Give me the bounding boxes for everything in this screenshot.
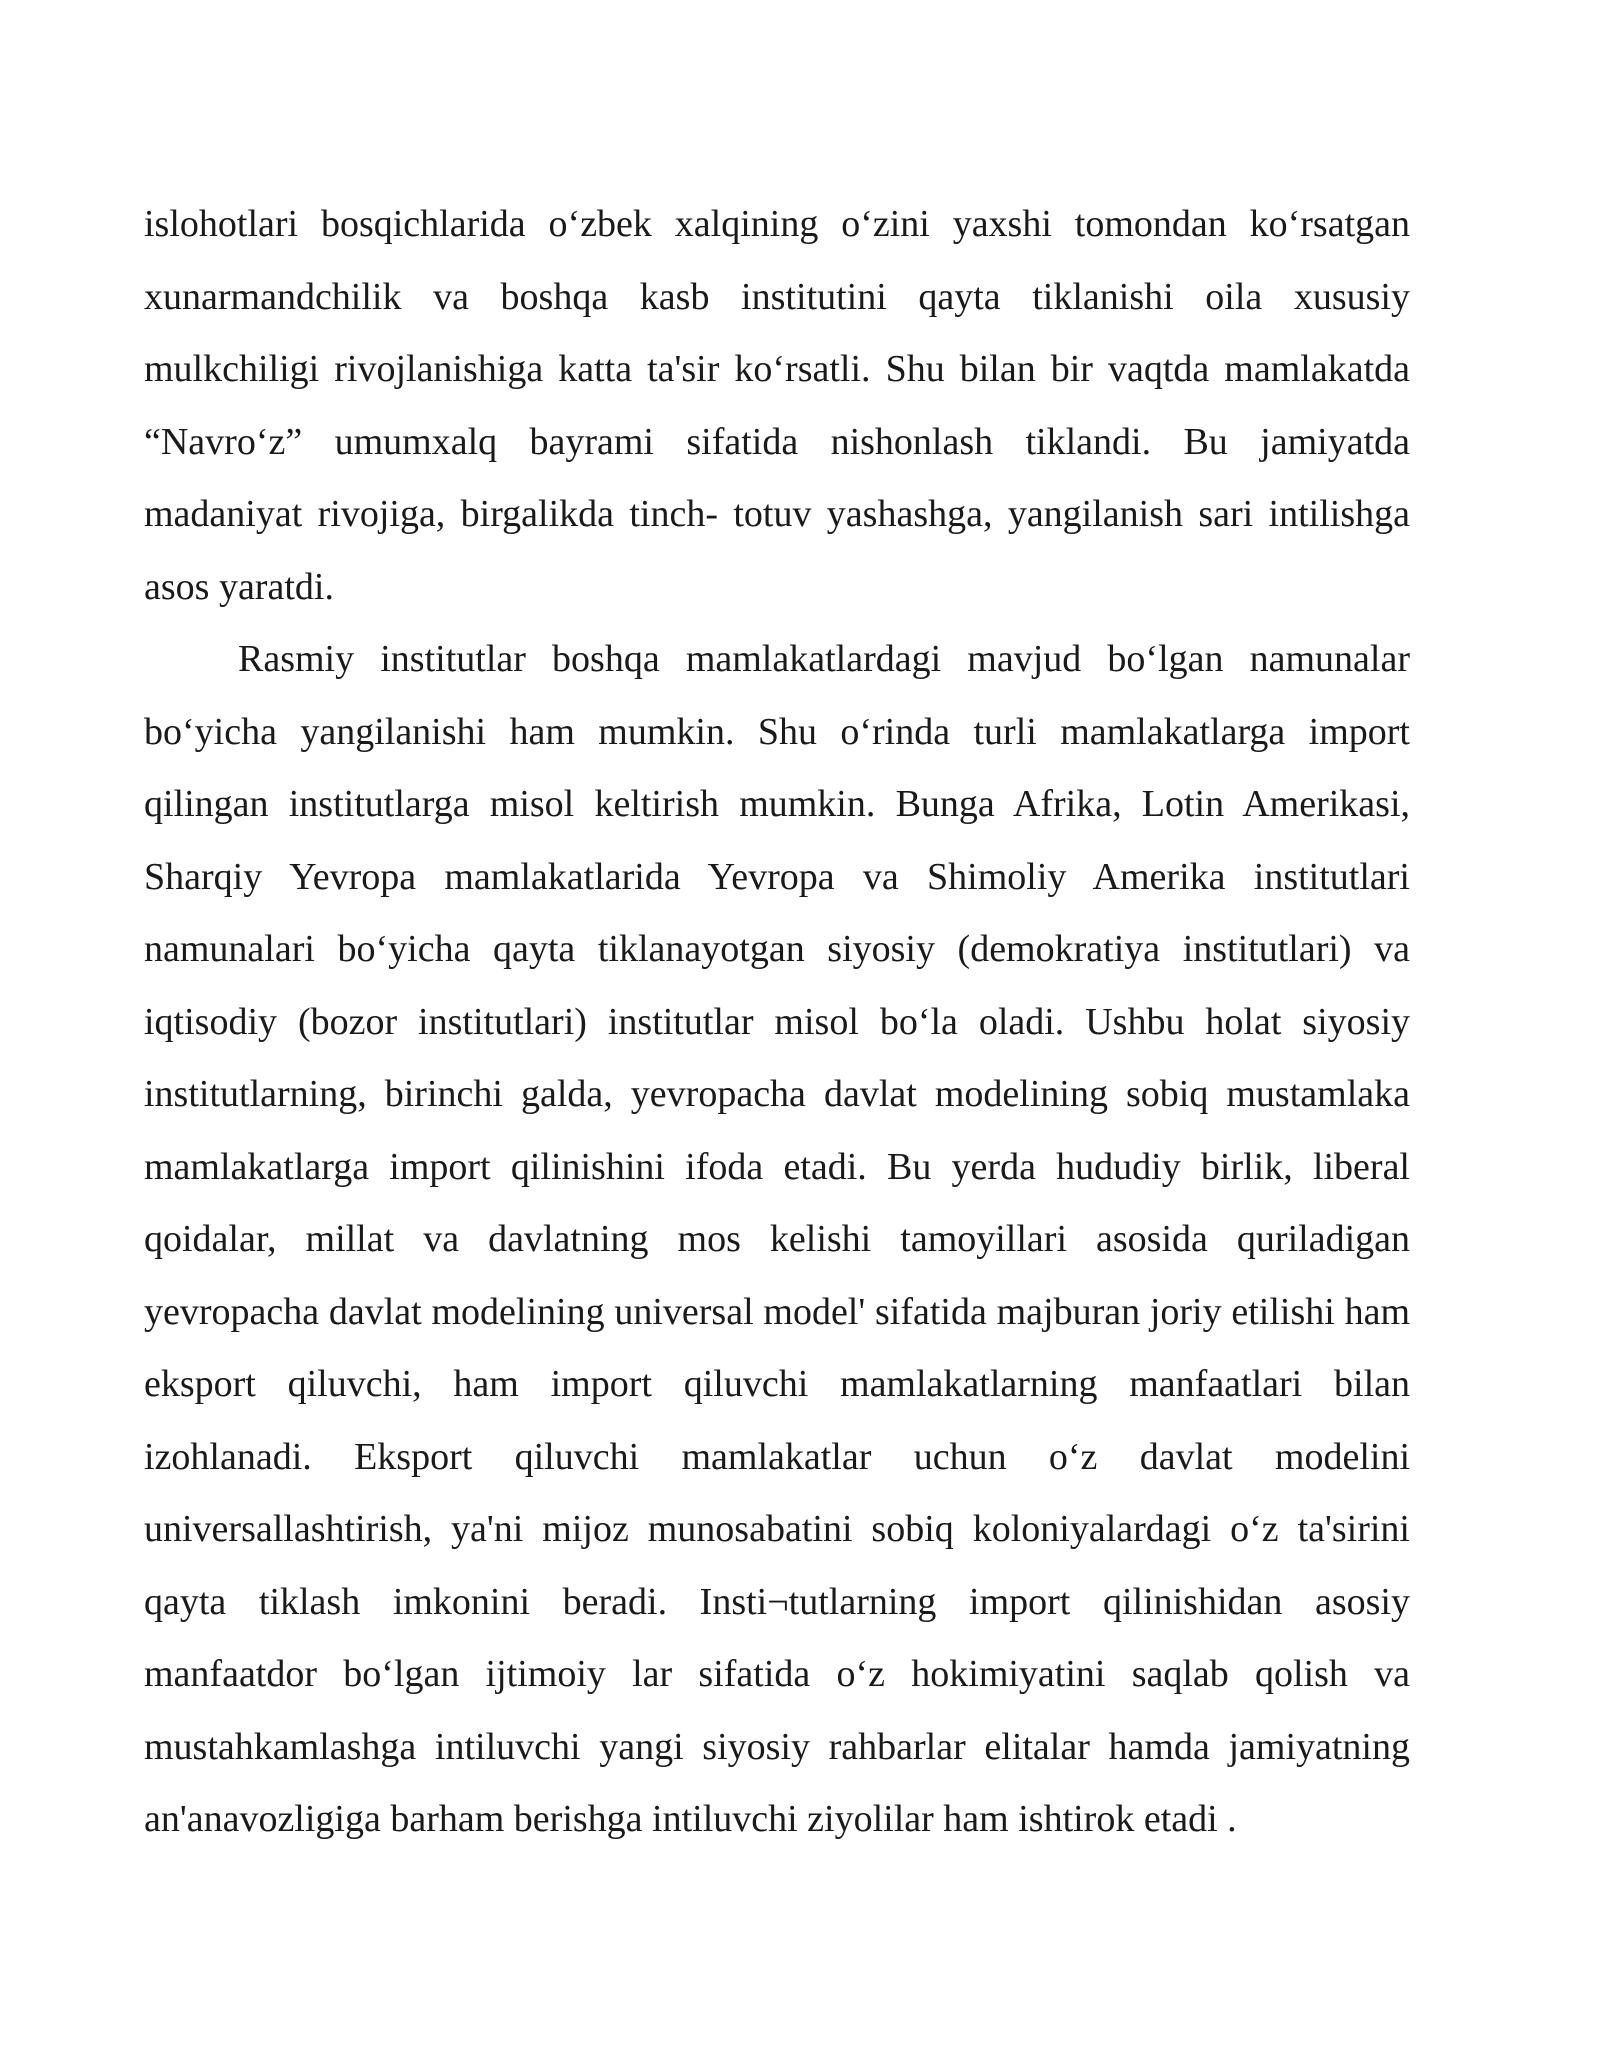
paragraph-continuation: islohotlari bosqichlarida o‘zbek xalqining o‘zini yaxshi tomondan ko‘rsatgan xunarmandchilik va boshqa kasb institutini qayta tiklanishi oila xususiy mulkchiligi rivojlanishiga katta ta'sir ko‘rsatli. Shu bilan bir vaqtda mamlakatda “Navro‘z” umumxalq bayrami sifatida nishonlash tiklandi. Bu jamiyatda madaniyat rivojiga, birgalikda tinch- totuv yashashga, yangilanish sari intilishga asos yaratdi.	[144, 203, 1410, 608]
body-text	[144, 188, 1410, 1856]
paragraph-institutions: Rasmiy institutlar boshqa mamlakatlardagi mavjud bo‘lgan namunalar bo‘yicha yangilanishi ham mumkin. Shu o‘rinda turli mamlakatlarga import qilingan institutlarga misol keltirish mumkin. Bunga Afrika, Lotin Amerikasi, Sharqiy Yevropa mamlakatlarida Yevropa va Shimoliy Amerika institutlari namunalari bo‘yicha qayta tiklanayotgan siyosiy (demokratiya institutlari) va iqtisodiy (bozor institutlari) institutlar misol bo‘la oladi. Ushbu holat siyosiy institutlarning, birinchi galda, yevropacha davlat modelining sobiq mustamlaka mamlakatlarga import qilinishini ifoda etadi. Bu yerda hududiy birlik, liberal qoidalar, millat va davlatning mos kelishi tamoyillari asosida quriladigan yevropacha davlat modelining universal model' sifatida majburan joriy etilishi ham eksport qiluvchi, ham import qiluvchi mamlakatlarning manfaatlari bilan izohlanadi. Eksport qiluvchi mamlakatlar uchun o‘z davlat modelini universallashtirish, ya'ni mijoz munosabatini sobiq koloniyalardagi o‘z ta'sirini qayta tiklash imkonini beradi. Insti¬tutlarning import qilinishidan asosiy manfaatdor bo‘lgan ijtimoiy lar sifatida o‘z hokimiyatini saqlab qolish va mustahkamlashga intiluvchi yangi siyosiy rahbarlar elitalar hamda jamiyatning an'anavozligiga barham berishga intiluvchi ziyolilar ham ishtirok etadi .	[144, 638, 1410, 1840]
